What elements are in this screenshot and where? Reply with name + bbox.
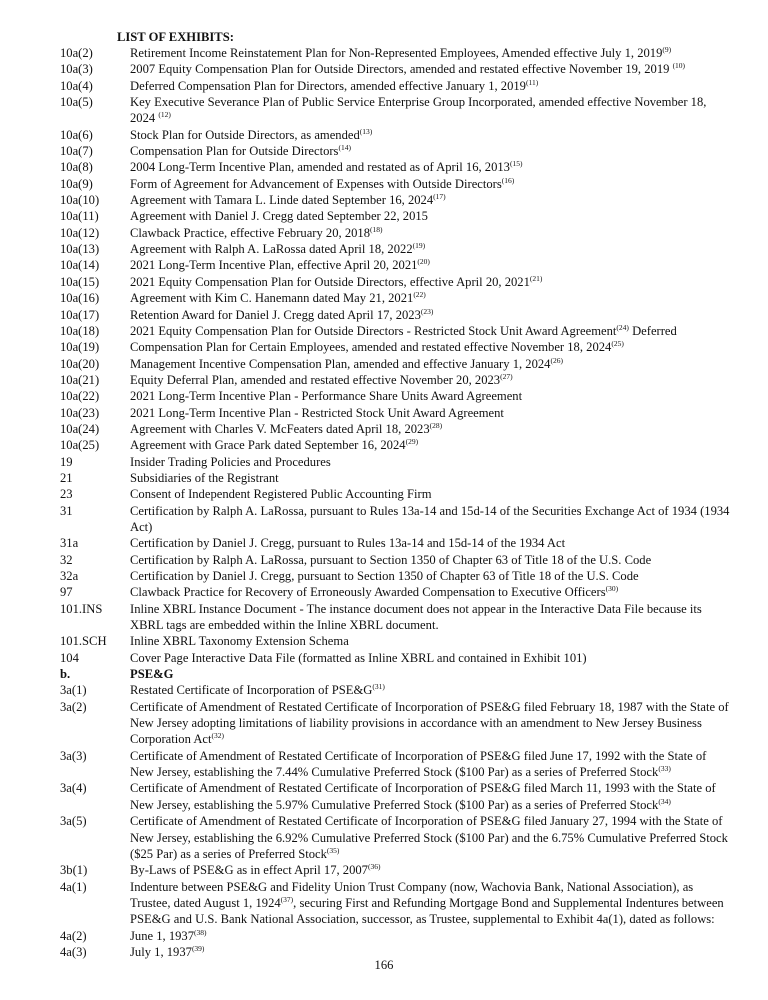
exhibit-row [60,356,740,372]
exhibit-description [130,552,733,568]
footnote-ref: (20) [417,257,430,267]
exhibit-description [130,78,733,94]
exhibit-description [130,862,733,878]
exhibit-text: Compensation Plan for Certain Employees, amended and restated effective November 18, 2024 [130,340,612,355]
exhibit-description [130,879,733,928]
exhibit-text: Form of Agreement for Advancement of Expenses with Outside Directors [130,176,502,191]
footnote-ref: (23) [420,306,434,316]
exhibit-row [60,78,740,94]
footnote-ref: (21) [529,273,543,283]
exhibit-row [60,437,740,453]
exhibit-text: Key Executive Severance Plan of Public Service Enterprise Group Incorporated, amended effective November 18, 2024 [130,95,707,126]
exhibit-row [60,274,740,290]
exhibit-row [60,879,740,928]
footnote-ref: (26) [550,355,563,365]
exhibit-row [60,666,740,682]
exhibit-row [60,535,740,551]
exhibit-number: 31a [60,536,79,551]
footnote-ref: (10) [672,61,686,71]
exhibit-text: Certificate of Amendment of Restated Certificate of Incorporation of PSE&G filed March 11, 1993 with the State of New Jersey, establishing the 5.97% Cumulative Preferred Stock ($100 Par) as a series of Preferred Stock [130,781,716,812]
exhibit-description [130,454,733,470]
exhibit-text: 2021 Long-Term Incentive Plan, effective April 20, 2021 [130,258,418,273]
exhibit-row [60,650,740,666]
exhibit-description [130,388,733,404]
exhibit-number: 10a(3) [60,62,93,77]
exhibit-number: 10a(19) [60,340,100,355]
exhibit-text: Indenture between PSE&G and Fidelity Union Trust Company (now, Wachovia Bank, National Association), as Trustee, dated August 1, 1924 [130,879,694,910]
exhibit-description [130,94,733,127]
exhibit-number: 10a(23) [60,405,100,420]
exhibit-text: Subsidiaries of the Registrant [130,470,279,485]
exhibit-text: Management Incentive Compensation Plan, amended and effective January 1, 2024 [130,356,551,371]
exhibit-text: Agreement with Charles V. McFeaters dated April 18, 2023 [130,421,430,436]
exhibit-description [130,699,733,748]
exhibit-number: 10a(21) [60,372,100,387]
exhibit-number: 10a(17) [60,307,100,322]
exhibit-description [130,61,733,77]
exhibit-description [130,633,733,649]
exhibit-text: Certification by Daniel J. Cregg, pursuant to Section 1350 of Chapter 63 of Title 18 of the U.S. Code [130,569,639,583]
exhibit-text-continued: Deferred [628,323,677,338]
exhibit-number: 10a(20) [60,356,100,371]
exhibit-text: Certificate of Amendment of Restated Certificate of Incorporation of PSE&G filed June 17, 1992 with the State of New Jersey, establishing the 7.44% Cumulative Preferred Stock ($100 Par) as a series of Preferred Stock [130,748,707,780]
exhibit-row [60,208,740,224]
exhibit-number: 3a(5) [60,814,87,829]
exhibit-row [60,241,740,257]
exhibit-number: 4a(3) [60,944,87,959]
exhibit-row [60,486,740,502]
exhibit-text: Clawback Practice for Recovery of Erroneously Awarded Compensation to Executive Officers [130,585,606,600]
exhibit-description [130,225,733,241]
exhibit-row [60,682,740,698]
footnote-ref: (17) [433,192,446,202]
exhibit-row [60,748,740,781]
exhibit-row [60,699,740,748]
exhibit-row [60,470,740,486]
exhibit-number: 10a(4) [60,78,93,93]
exhibit-number: 3a(1) [60,683,87,698]
exhibit-row [60,862,740,878]
footnote-ref: (12) [158,110,171,120]
exhibit-text: Retention Award for Daniel J. Cregg dated April 17, 2023 [130,307,421,322]
exhibit-number: 4a(1) [60,879,87,894]
footnote-ref: (15) [509,159,523,169]
footnote-ref: (32) [211,731,224,741]
exhibit-number: 97 [60,585,73,600]
exhibit-row [60,176,740,192]
exhibit-description [130,650,733,666]
exhibit-row [60,421,740,437]
footnote-ref: (19) [412,241,426,251]
exhibit-description [130,143,733,159]
footnote-ref: (39) [191,943,205,953]
exhibit-row [60,454,740,470]
exhibit-text: 2021 Long-Term Incentive Plan - Restricted Stock Unit Award Agreement [130,405,504,420]
footnote-ref: (18) [370,224,383,234]
exhibit-text: 2021 Equity Compensation Plan for Outside Directors - Restricted Stock Unit Award Agreement [130,323,617,338]
exhibit-description [130,45,733,61]
exhibit-description [130,437,733,453]
exhibit-text: Agreement with Tamara L. Linde dated September 16, 2024 [130,193,434,208]
exhibit-text: Inline XBRL Taxonomy Extension Schema [130,634,349,649]
exhibit-description [130,257,733,273]
exhibit-number: 10a(12) [60,225,100,240]
page-number: 166 [374,958,394,972]
exhibit-text: Equity Deferral Plan, amended and restated effective November 20, 2023 [130,372,501,387]
exhibit-description [130,486,733,502]
exhibit-text: Certification by Ralph A. LaRossa, pursuant to Rules 13a-14 and 15d-14 of the Securities Exchange Act of 1934 (1934 Act) [130,503,730,534]
exhibit-text-continued: , securing First and Refunding Mortgage Bond and Supplemental Indentures between PSE&G and U.S. Bank National Association, successor, as Trustee, supplemental to Exhibit 4a(1), dated as follows: [130,895,724,927]
exhibit-row [60,813,740,862]
exhibit-number: 23 [60,487,73,502]
exhibit-number: 10a(13) [60,242,100,257]
footnote-ref: (11) [525,77,539,87]
exhibit-text: Cover Page Interactive Data File (formatted as Inline XBRL and contained in Exhibit 101) [130,650,587,665]
exhibit-row [60,45,740,61]
exhibit-description [130,584,733,600]
footnote-ref: (9) [662,45,672,54]
exhibit-number: 104 [60,650,79,665]
exhibit-text: Deferred Compensation Plan for Directors, amended effective January 1, 2019 [130,78,526,93]
exhibit-row [60,584,740,600]
exhibit-text: Restated Certificate of Incorporation of PSE&G [130,683,373,698]
footnote-ref: (14) [338,143,351,153]
exhibit-text: Agreement with Daniel J. Cregg dated September 22, 2015 [130,209,428,224]
footnote-ref: (13) [359,126,373,136]
exhibit-row [60,601,740,634]
exhibit-number: 32 [60,552,73,567]
exhibit-description [130,813,733,862]
exhibit-row [60,143,740,159]
exhibit-row [60,225,740,241]
exhibit-row [60,192,740,208]
exhibit-row [60,323,740,339]
exhibit-number: b. [60,667,71,682]
footnote-ref: (25) [611,339,624,349]
exhibit-number: 10a(8) [60,160,93,175]
exhibit-number: 10a(14) [60,258,100,273]
exhibit-row [60,568,740,584]
exhibit-description [130,356,733,372]
exhibit-number: 10a(22) [60,389,100,404]
exhibit-description [130,535,733,551]
exhibit-row [60,780,740,813]
exhibit-row [60,503,740,536]
exhibit-description [130,780,733,813]
exhibit-row [60,159,740,175]
footnote-ref: (27) [500,371,513,381]
exhibit-text: 2004 Long-Term Incentive Plan, amended and restated as of April 16, 2013 [130,160,510,175]
exhibit-row [60,405,740,421]
exhibit-text: Certification by Ralph A. LaRossa, pursuant to Section 1350 of Chapter 63 of Title 18 of the U.S. Code [130,552,652,567]
exhibit-row [60,290,740,306]
exhibit-description [130,666,733,682]
exhibit-row [60,552,740,568]
exhibit-number: 10a(6) [60,127,93,142]
exhibit-description [130,405,733,421]
exhibit-description [130,928,733,944]
exhibit-text: Clawback Practice, effective February 20, 2018 [130,225,371,240]
exhibit-text: Certificate of Amendment of Restated Certificate of Incorporation of PSE&G filed February 18, 1987 with the State of New Jersey adopting limitations of liability provisions in accordance with an amendment to New Jersey Business Corporation Act [130,699,729,747]
exhibit-description [130,748,733,781]
exhibit-row [60,61,740,77]
exhibit-text: By-Laws of PSE&G as in effect April 17, 2007 [130,863,368,878]
exhibit-text: July 1, 1937 [130,944,192,959]
exhibit-number: 4a(2) [60,928,87,943]
exhibit-number: 10a(7) [60,144,93,159]
exhibit-number: 10a(18) [60,323,100,338]
exhibit-description [130,372,733,388]
exhibit-row [60,257,740,273]
exhibit-text: Insider Trading Policies and Procedures [130,454,331,469]
exhibit-text: Certificate of Amendment of Restated Certificate of Incorporation of PSE&G filed January 27, 1994 with the State of New Jersey, establishing the 6.92% Cumulative Preferred Stock ($100 Par) and the 6.75% Cumulative Preferred Stock ($25 Par) as a series of Preferred Stock [130,814,728,861]
exhibit-number: 32a [60,569,79,583]
exhibit-text: 2007 Equity Compensation Plan for Outside Directors, amended and restated effective November 19, 2019 [130,62,673,77]
exhibit-row [60,307,740,323]
exhibit-row [60,388,740,404]
exhibit-text: June 1, 1937 [130,928,195,943]
exhibit-description [130,208,733,224]
exhibit-text: 2021 Equity Compensation Plan for Outside Directors, effective April 20, 2021 [130,274,530,289]
exhibit-text: Agreement with Ralph A. LaRossa dated April 18, 2022 [130,242,413,257]
exhibit-description [130,568,733,584]
exhibit-text: Agreement with Grace Park dated September 16, 2024 [130,438,406,453]
footnote-ref: (22) [413,290,426,300]
exhibit-number: 10a(25) [60,438,100,453]
exhibit-number: 3a(4) [60,781,87,796]
exhibit-text: Inline XBRL Instance Document - The instance document does not appear in the Interactive Data File because its XBRL tags are embedded within the Inline XBRL document. [130,601,702,633]
exhibit-text: Consent of Independent Registered Public Accounting Firm [130,487,432,502]
exhibit-description [130,682,733,698]
exhibit-description [130,127,733,143]
exhibit-number: 10a(5) [60,95,93,110]
exhibit-description [130,290,733,306]
exhibit-text: Certification by Daniel J. Cregg, pursuant to Rules 13a-14 and 15d-14 of the 1934 Act [130,536,566,551]
footnote-ref: (29) [405,437,419,447]
exhibit-text: Compensation Plan for Outside Directors [130,144,339,159]
exhibit-number: 3a(3) [60,748,87,763]
footnote-ref: (38) [194,927,207,937]
footnote-ref: (30) [605,584,619,594]
exhibit-row [60,372,740,388]
exhibit-number: 31 [60,503,73,518]
exhibit-number: 10a(15) [60,274,100,289]
footnote-ref: (33) [658,764,671,774]
exhibit-description [130,176,733,192]
exhibit-number: 10a(24) [60,421,100,436]
exhibit-number: 10a(9) [60,176,93,191]
exhibit-row [60,94,740,127]
exhibit-row [60,127,740,143]
exhibit-number: 10a(2) [60,46,93,60]
footnote-ref: (35) [326,845,340,855]
exhibit-row [60,928,740,944]
footnote-ref: (28) [429,420,443,430]
exhibit-number: 3a(2) [60,699,87,714]
exhibit-text: Retirement Income Reinstatement Plan for Non-Represented Employees, Amended effective July 1, 2019 [130,46,663,60]
exhibit-description [130,503,733,536]
exhibit-description [130,192,733,208]
exhibit-description [130,470,733,486]
exhibit-text: Stock Plan for Outside Directors, as amended [130,127,360,142]
footnote-ref: (24) [616,322,629,332]
exhibit-number: 10a(11) [60,209,99,224]
footnote-ref: (31) [372,682,385,692]
exhibit-number: 19 [60,454,73,469]
exhibit-number: 10a(10) [60,193,100,208]
exhibit-number: 21 [60,470,73,485]
exhibit-description [130,159,733,175]
exhibit-description [130,307,733,323]
exhibit-description [130,601,733,634]
exhibit-number: 101.SCH [60,634,107,649]
exhibit-number: 101.INS [60,601,103,616]
exhibit-description [130,339,733,355]
exhibit-list [60,45,740,960]
exhibit-number: 10a(16) [60,291,100,306]
exhibit-description [130,421,733,437]
section-title: LIST OF EXHIBITS: [117,30,234,44]
footnote-ref: (37) [280,894,294,904]
exhibit-text: 2021 Long-Term Incentive Plan - Performance Share Units Award Agreement [130,389,523,404]
footnote-ref: (34) [658,796,671,806]
exhibit-row [60,339,740,355]
exhibit-text: Agreement with Kim C. Hanemann dated May 21, 2021 [130,291,414,306]
exhibit-row [60,633,740,649]
exhibit-description [130,274,733,290]
footnote-ref: (36) [367,862,381,872]
exhibit-description [130,323,733,339]
exhibit-description [130,241,733,257]
footnote-ref: (16) [501,175,515,185]
exhibit-number: 3b(1) [60,863,88,878]
exhibit-text: PSE&G [130,667,174,682]
